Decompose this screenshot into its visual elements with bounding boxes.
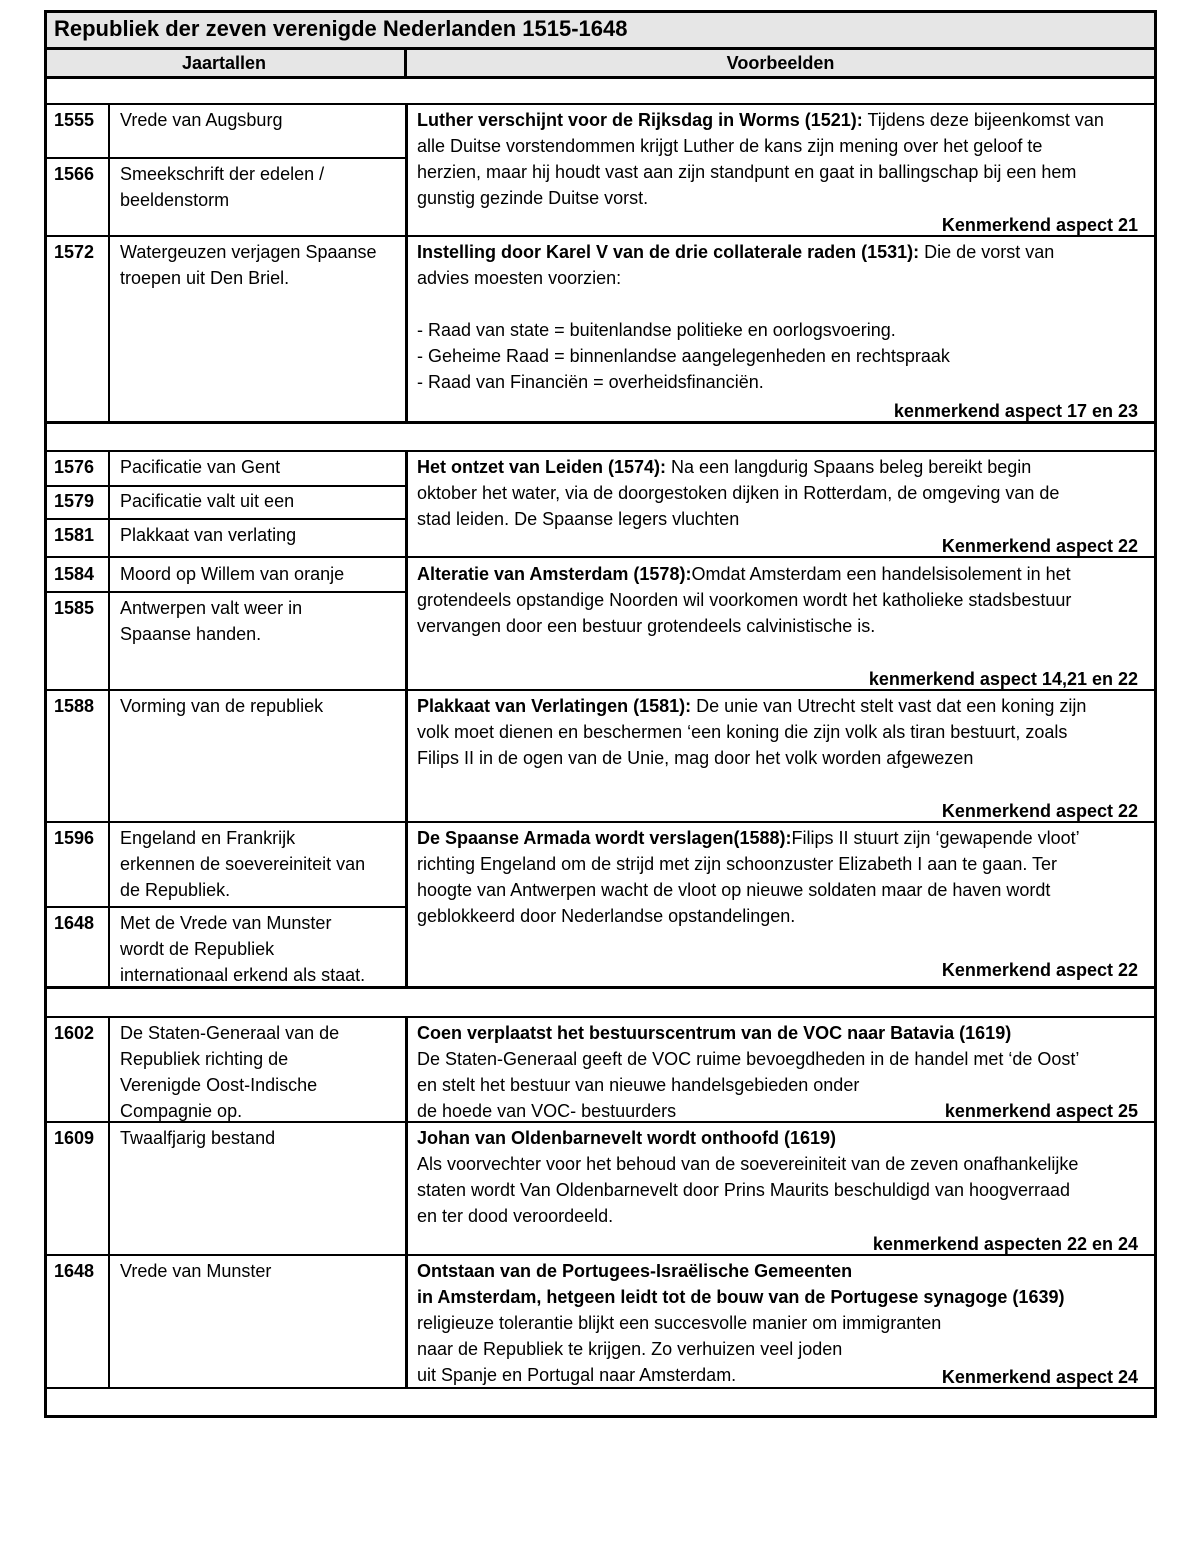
example-text: Instelling door Karel V van de drie collaterale raden (1531): Die de vorst van [417,242,1055,262]
kenmerkend-aspect: Kenmerkend aspect 22 [941,536,1138,556]
year-event: Twaalfjarig bestand [120,1128,276,1148]
year-event: de Republiek. [120,880,231,900]
year-label: 1579 [54,491,95,511]
example-heading-continued: in Amsterdam, hetgeen leidt tot de bouw van de Portugese synagoge (1639) [417,1287,1065,1307]
year-label: 1584 [54,564,95,584]
rule-sub-1566 [44,157,407,159]
example-text: Alteratie van Amsterdam (1578):Omdat Amsterdam een handelsisolement in het [417,564,1071,584]
frame-right [1154,10,1157,1418]
year-event: Smeekschrift der edelen / [120,164,325,184]
kenmerkend-aspect: kenmerkend aspect 14,21 en 22 [868,669,1138,689]
kenmerkend-aspect: kenmerkend aspect 25 [944,1101,1138,1121]
example-text: herzien, maar hij houdt vast aan zijn standpunt en gaat in ballingschap bij een hem [417,162,1077,182]
example-heading: Het ontzet van Leiden (1574): [417,457,667,477]
year-event: Vorming van de republiek [120,696,324,716]
year-event: De Staten-Generaal van de [120,1023,340,1043]
example-text: gunstig gezinde Duitse vorst. [417,188,649,208]
year-label: 1596 [54,828,95,848]
year-label: 1576 [54,457,95,477]
example-text: en ter dood veroordeeld. [417,1206,614,1226]
example-text: naar de Republiek te krijgen. Zo verhuizen veel joden [417,1339,843,1359]
example-heading: Instelling door Karel V van de drie collaterale raden (1531): [417,242,920,262]
rule-sub-1579 [44,485,407,487]
rule-section-3b [44,1016,1157,1018]
col-divider-main-b [405,450,408,988]
header-voorbeelden: Voorbeelden [726,53,835,73]
year-event: Met de Vrede van Munster [120,913,332,933]
rule-header [44,76,1157,79]
example-text: Filips II in de ogen van de Unie, mag door het volk worden afgewezen [417,748,974,768]
example-text: Plakkaat van Verlatingen (1581): De unie van Utrecht stelt vast dat een koning zijn [417,696,1087,716]
year-event: Moord op Willem van oranje [120,564,345,584]
col-divider-year-c [108,1016,110,1389]
year-label: 1588 [54,696,95,716]
year-event: Verenigde Oost-Indische [120,1075,318,1095]
header-jaartallen: Jaartallen [181,53,267,73]
col-divider-year-b [108,450,110,988]
kenmerkend-aspect: kenmerkend aspect 17 en 23 [893,401,1138,421]
year-event: Engeland en Frankrijk [120,828,296,848]
example-heading: Johan van Oldenbarnevelt wordt onthoofd (1619) [417,1128,837,1148]
year-event: Vrede van Munster [120,1261,272,1281]
example-text: hoogte van Antwerpen wacht de vloot op nieuwe soldaten maar de haven wordt [417,880,1051,900]
example-text: Luther verschijnt voor de Rijksdag in Worms (1521): Tijdens deze bijeenkomst van [417,110,1104,130]
year-event: Watergeuzen verjagen Spaanse [120,242,377,262]
example-text: richting Engeland om de strijd met zijn schoonzuster Elizabeth I aan te gaan. Ter [417,854,1058,874]
page-title: Republiek der zeven verenigde Nederlanden 1515-1648 [54,16,628,41]
example-text: De Staten-Generaal geeft de VOC ruime bevoegdheden in de handel met ‘de Oost’ [417,1049,1080,1069]
example-text [417,1258,852,1284]
timeline-table [44,10,1157,1418]
col-divider-year-a [108,103,110,423]
year-event: Spaanse handen. [120,624,262,644]
example-text: uit Spanje en Portugal naar Amsterdam. [417,1365,737,1385]
example-text [417,1020,1011,1046]
frame-bottom [44,1415,1157,1418]
year-event: erkennen de soevereiniteit van [120,854,366,874]
col-divider-main-a [405,103,408,423]
rule-sub-1581 [44,518,407,520]
year-label: 1555 [54,110,95,130]
example-text: alle Duitse vorstendommen krijgt Luther de kans zijn mening over het geloof te [417,136,1043,156]
example-heading: Luther verschijnt voor de Rijksdag in Worms (1521): [417,110,863,130]
example-text: Het ontzet van Leiden (1574): Na een langdurig Spaans beleg bereikt begin [417,457,1032,477]
example-text: geblokkeerd door Nederlandse opstandelingen. [417,906,796,926]
example-text: stad leiden. De Spaanse legers vluchten [417,509,740,529]
year-event: Pacificatie van Gent [120,457,281,477]
example-text: staten wordt Van Oldenbarnevelt door Prins Maurits beschuldigd van hoogverraad [417,1180,1071,1200]
example-text: grotendeels opstandige Noorden wil voorkomen wordt het katholieke stadsbestuur [417,590,1072,610]
example-text: volk moet dienen en beschermen ‘een koning die zijn volk als tiran bestuurt, zoals [417,722,1068,742]
example-text: - Geheime Raad = binnenlandse aangelegenheden en rechtspraak [417,346,950,366]
year-event: Compagnie op. [120,1101,243,1121]
year-event: internationaal erkend als staat. [120,965,366,985]
kenmerkend-aspect: Kenmerkend aspect 24 [941,1367,1138,1387]
col-divider-main-c [405,1016,408,1389]
year-event: beeldenstorm [120,190,230,210]
example-text: vervangen door een bestuur grotendeels calvinistische is. [417,616,876,636]
year-label: 1602 [54,1023,95,1043]
frame-top [44,10,1157,13]
example-text: advies moesten voorzien: [417,268,622,288]
year-label: 1648 [54,1261,95,1281]
year-label: 1648 [54,913,95,933]
example-heading: Alteratie van Amsterdam (1578): [417,564,692,584]
example-text: en stelt het bestuur van nieuwe handelsgebieden onder [417,1075,860,1095]
rule-sub-1648a [44,906,407,908]
year-event: Antwerpen valt weer in [120,598,303,618]
year-label: 1572 [54,242,95,262]
kenmerkend-aspect: Kenmerkend aspect 21 [941,215,1138,235]
example-heading: Ontstaan van de Portugees-Israëlische Gemeenten [417,1261,853,1281]
year-event: troepen uit Den Briel. [120,268,290,288]
year-event: Plakkaat van verlating [120,525,297,545]
example-text: - Raad van Financiën = overheidsfinanciën. [417,372,764,392]
year-label: 1581 [54,525,95,545]
year-event: Pacificatie valt uit een [120,491,295,511]
example-text: religieuze tolerantie blijkt een succesvolle manier om immigranten [417,1313,942,1333]
example-text: oktober het water, via de doorgestoken dijken in Rotterdam, de omgeving van de [417,483,1060,503]
year-label: 1609 [54,1128,95,1148]
year-event: Vrede van Augsburg [120,110,283,130]
year-event: wordt de Republiek [120,939,275,959]
kenmerkend-aspect: Kenmerkend aspect 22 [941,960,1138,980]
rule-sub-1585 [44,591,407,593]
example-text: de hoede van VOC- bestuurders [417,1101,677,1121]
example-heading: Coen verplaatst het bestuurscentrum van de VOC naar Batavia (1619) [417,1023,1012,1043]
kenmerkend-aspect: Kenmerkend aspect 22 [941,801,1138,821]
example-heading: Plakkaat van Verlatingen (1581): [417,696,692,716]
example-text: Als voorvechter voor het behoud van de soevereiniteit van de zeven onafhankelijke [417,1154,1079,1174]
example-heading: De Spaanse Armada wordt verslagen(1588): [417,828,792,848]
example-text: - Raad van state = buitenlandse politieke en oorlogsvoering. [417,320,896,340]
year-event: Republiek richting de [120,1049,289,1069]
year-label: 1585 [54,598,95,618]
frame-left [44,10,47,1418]
year-label: 1566 [54,164,95,184]
rule-section-1 [44,103,1157,105]
example-text [417,1125,836,1151]
kenmerkend-aspect: kenmerkend aspecten 22 en 24 [872,1234,1138,1254]
rule-section-2b [44,450,1157,452]
example-text: De Spaanse Armada wordt verslagen(1588):Filips II stuurt zijn ‘gewapende vloot’ [417,828,1080,848]
